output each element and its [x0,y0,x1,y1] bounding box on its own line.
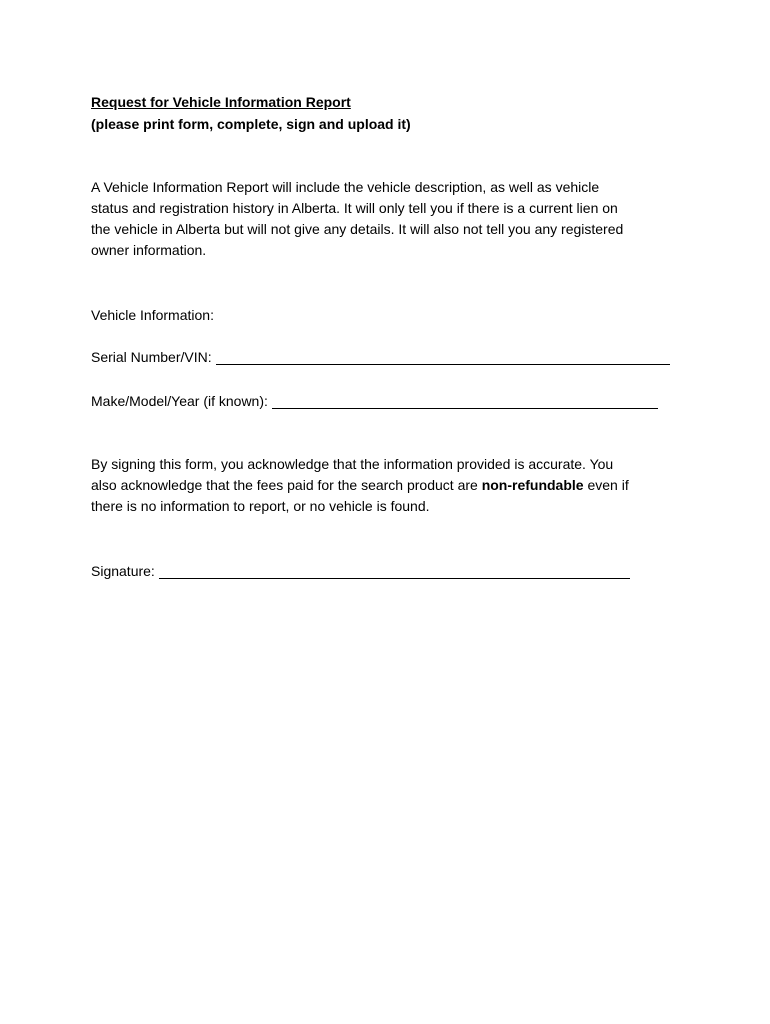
vehicle-information-heading: Vehicle Information: [91,307,214,323]
document-title: Request for Vehicle Information Report [91,94,351,110]
intro-line: status and registration history in Alberta. It will only tell you if there is a current lien on [91,200,618,216]
acknowledgement-text: even if [583,477,629,493]
acknowledgement-line: By signing this form, you acknowledge that the information provided is accurate. You [91,456,614,472]
make-model-year-label: Make/Model/Year (if known): [91,393,268,409]
signature-blank-line[interactable] [159,562,630,579]
vin-label: Serial Number/VIN: [91,349,212,365]
intro-paragraph [91,177,691,261]
signature-field[interactable] [91,561,630,582]
acknowledgement-text: also acknowledge that the fees paid for the search product are [91,477,482,493]
signature-label: Signature: [91,563,155,579]
intro-line: A Vehicle Information Report will include the vehicle description, as well as vehicle [91,179,600,195]
vin-field[interactable] [91,347,670,368]
intro-line: the vehicle in Alberta but will not give any details. It will also not tell you any registered [91,221,624,237]
intro-line: owner information. [91,242,207,258]
make-model-year-blank-line[interactable] [272,392,658,409]
make-model-year-field[interactable] [91,391,658,412]
non-refundable-emphasis: non-refundable [481,477,584,493]
document-subtitle: (please print form, complete, sign and upload it) [91,116,411,132]
acknowledgement-line: there is no information to report, or no vehicle is found. [91,498,430,514]
acknowledgement-line [91,475,691,496]
acknowledgement-paragraph [91,454,691,517]
vin-blank-line[interactable] [216,348,670,365]
